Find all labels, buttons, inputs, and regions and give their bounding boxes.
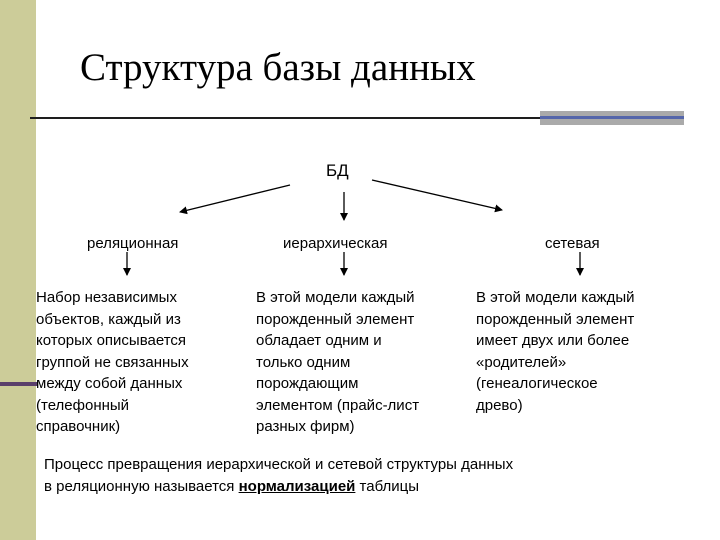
conclusion-line-2: [44, 476, 513, 498]
description-line: В этой модели каждый: [256, 289, 415, 306]
description-line: обладает одним и: [256, 332, 382, 349]
conclusion-text-before: в реляционную называется: [44, 477, 239, 495]
slide-title: Структура базы данных: [80, 46, 476, 89]
category-relational: реляционная: [87, 235, 179, 252]
description-line: группой не связанных: [36, 353, 189, 371]
description-line: имеет двух или более: [476, 332, 630, 349]
description-line: объектов, каждый из: [36, 310, 181, 328]
description-hierarchical: [256, 287, 419, 438]
description-line: между собой данных: [36, 375, 183, 392]
description-line: Набор независимых: [36, 289, 177, 306]
category-network: сетевая: [545, 235, 600, 252]
conclusion-emphasis-term: нормализацией: [238, 477, 356, 495]
description-line: порожденный элемент: [476, 310, 635, 328]
description-line: справочник): [36, 418, 121, 435]
description-line: (телефонный: [36, 396, 130, 414]
description-line: элементом (прайс-лист: [256, 396, 420, 414]
description-line: (генеалогическое: [476, 375, 598, 392]
description-network: [476, 287, 635, 416]
description-line: только одним: [256, 353, 351, 371]
root-node-label: БД: [326, 161, 349, 180]
conclusion-text-after: таблицы: [355, 477, 420, 495]
description-line: порожденный элемент: [256, 310, 415, 328]
description-line: которых описывается: [36, 332, 187, 349]
description-line: «родителей»: [476, 353, 567, 371]
category-hierarchical: иерархическая: [283, 235, 388, 252]
arrow-root-to-relational: [180, 185, 290, 212]
description-line: древо): [476, 396, 523, 414]
conclusion-paragraph: [44, 454, 513, 497]
description-line: В этой модели каждый: [476, 289, 635, 306]
description-relational: [36, 287, 189, 438]
description-line: разных фирм): [256, 418, 355, 435]
conclusion-line-1: Процесс превращения иерархической и сетевой структуры данных: [44, 456, 514, 473]
description-line: порождающим: [256, 375, 359, 392]
arrow-root-to-network: [372, 180, 502, 210]
